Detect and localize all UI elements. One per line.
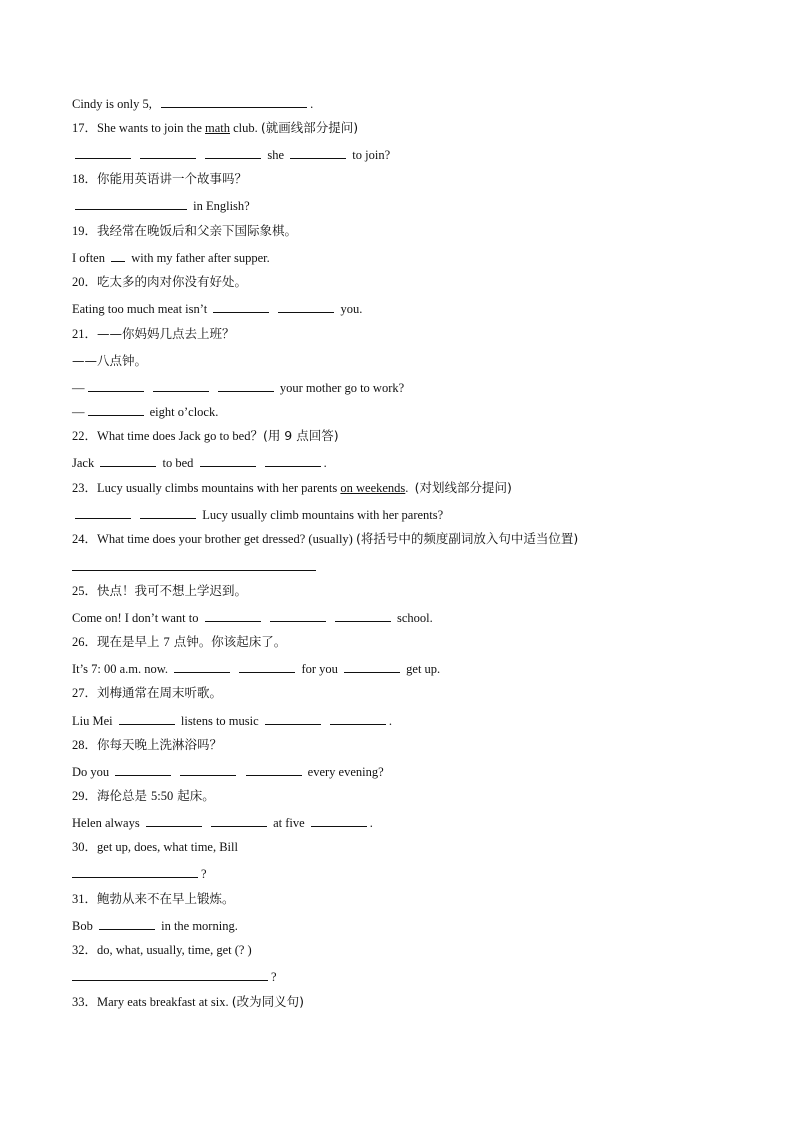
question-31: 31．鲍勃从来不在早上锻炼。 — [72, 891, 235, 906]
question-25: 25．快点！我可不想上学迟到。 — [72, 583, 248, 598]
answer-blank[interactable] — [270, 607, 326, 622]
answer-blank[interactable] — [180, 761, 236, 776]
answer-blank[interactable] — [111, 247, 125, 262]
answer-blank[interactable] — [75, 504, 131, 519]
question-29: 29．海伦总是 5:50 起床。 — [72, 788, 215, 803]
answer-27: Liu Mei listens to music . — [72, 710, 392, 730]
question-19: 19．我经常在晚饭后和父亲下国际象棋。 — [72, 223, 298, 238]
answer-blank[interactable] — [72, 966, 268, 981]
answer-23: Lucy usually climb mountains with her parents? — [72, 504, 443, 524]
answer-blank[interactable] — [330, 710, 386, 725]
answer-blank[interactable] — [205, 607, 261, 622]
question-27: 27．刘梅通常在周末听歌。 — [72, 685, 223, 700]
answer-blank[interactable] — [211, 812, 267, 827]
answer-25: Come on! I don’t want to school. — [72, 607, 433, 627]
question-20: 20．吃太多的肉对你没有好处。 — [72, 274, 248, 289]
answer-blank[interactable] — [311, 812, 367, 827]
question-21-reply: ——八点钟。 — [72, 353, 148, 368]
answer-blank[interactable] — [75, 144, 131, 159]
answer-blank[interactable] — [246, 761, 302, 776]
answer-blank[interactable] — [205, 144, 261, 159]
answer-blank[interactable] — [200, 452, 256, 467]
answer-29: Helen always at five . — [72, 812, 373, 832]
answer-28: Do you every evening? — [72, 761, 384, 781]
answer-blank[interactable] — [72, 556, 316, 571]
answer-blank[interactable] — [265, 452, 321, 467]
question-26: 26．现在是早上 7 点钟。你该起床了。 — [72, 634, 287, 649]
answer-blank[interactable] — [265, 710, 321, 725]
answer-19: I often with my father after supper. — [72, 247, 270, 267]
answer-blank[interactable] — [153, 377, 209, 392]
question-17: 17．She wants to join the math club. (就画线部分提问) — [72, 120, 359, 135]
answer-20: Eating too much meat isn’t you. — [72, 298, 362, 318]
answer-blank[interactable] — [115, 761, 171, 776]
answer-18: in English? — [72, 195, 250, 215]
answer-31: Bob in the morning. — [72, 915, 238, 935]
question-30: 30．get up, does, what time, Bill — [72, 840, 238, 854]
question-22: 22．What time does Jack go to bed？(用 9 点回答) — [72, 428, 339, 443]
answer-blank[interactable] — [146, 812, 202, 827]
answer-blank[interactable] — [88, 377, 144, 392]
answer-blank[interactable] — [88, 401, 144, 416]
answer-blank[interactable] — [99, 915, 155, 930]
answer-blank[interactable] — [335, 607, 391, 622]
answer-blank[interactable] — [119, 710, 175, 725]
answer-blank[interactable] — [75, 195, 187, 210]
answer-30: ? — [72, 863, 207, 883]
question-21: 21．——你妈妈几点去上班？ — [72, 326, 235, 341]
answer-21-a: — your mother go to work? — [72, 377, 404, 397]
question-33: 33．Mary eats breakfast at six. (改为同义句) — [72, 994, 304, 1009]
underlined-phrase: on weekends — [340, 481, 406, 495]
answer-blank[interactable] — [140, 144, 196, 159]
answer-blank[interactable] — [218, 377, 274, 392]
answer-21-b: — eight o’clock. — [72, 401, 218, 421]
answer-blank[interactable] — [239, 658, 295, 673]
answer-blank[interactable] — [290, 144, 346, 159]
answer-blank[interactable] — [72, 863, 198, 878]
answer-24 — [72, 556, 319, 576]
question-32: 32．do, what, usually, time, get (? ) — [72, 943, 252, 957]
answer-blank[interactable] — [161, 93, 307, 108]
answer-blank[interactable] — [344, 658, 400, 673]
answer-32: ? — [72, 966, 277, 986]
underlined-word: math — [205, 121, 230, 135]
answer-17: she to join? — [72, 144, 390, 164]
answer-22: Jack to bed . — [72, 452, 327, 472]
line-cindy: Cindy is only 5, . — [72, 93, 313, 113]
question-18: 18．你能用英语讲一个故事吗？ — [72, 171, 248, 186]
question-23: 23．Lucy usually climbs mountains with her parents on weekends. (对划线部分提问) — [72, 480, 512, 495]
answer-blank[interactable] — [278, 298, 334, 313]
answer-blank[interactable] — [174, 658, 230, 673]
question-24: 24．What time does your brother get dressed? (usually) (将括号中的频度副词放入句中适当位置) — [72, 531, 579, 546]
answer-blank[interactable] — [140, 504, 196, 519]
answer-blank[interactable] — [213, 298, 269, 313]
question-28: 28．你每天晚上洗淋浴吗？ — [72, 737, 223, 752]
answer-26: It’s 7: 00 a.m. now. for you get up. — [72, 658, 440, 678]
answer-blank[interactable] — [100, 452, 156, 467]
